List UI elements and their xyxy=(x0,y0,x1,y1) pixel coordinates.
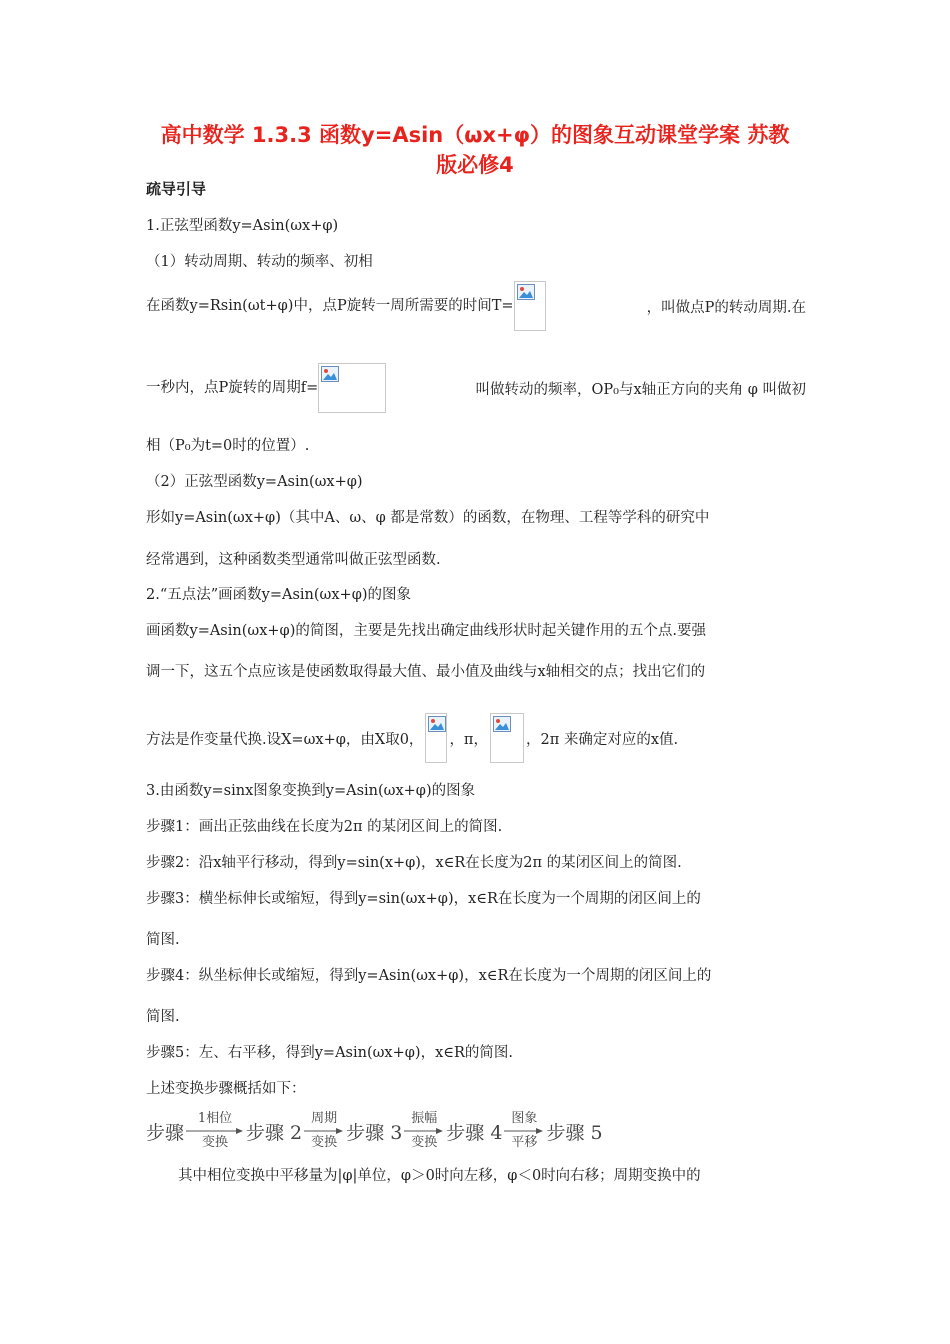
flow-arrow-2 xyxy=(304,1111,344,1151)
page-title xyxy=(120,120,830,180)
s1-para3: 相（P₀为t=0时的位置）. xyxy=(146,438,310,454)
s2-p3-b: ，π， xyxy=(449,731,488,748)
s1-heading: 1.正弦型函数y=Asin(ωx+φ) xyxy=(146,218,339,234)
s1-p2-post: 叫做转动的频率，OP₀与x轴正方向的夹角 φ 叫做初 xyxy=(475,381,806,398)
s3-step2: 步骤2：沿x轴平行移动，得到y=sin(x+φ)，x∈R在长度为2π 的某闭区间上的简图. xyxy=(146,855,682,871)
flow-arrow-3 xyxy=(404,1111,444,1151)
s2-heading: 2.“五点法”画函数y=Asin(ωx+φ)的图象 xyxy=(146,587,412,603)
flow-arrow-1-top: 1相位 xyxy=(197,1111,233,1126)
s2-p3-a: 方法是作变量代换.设X=ωx+φ，由X取0， xyxy=(146,731,424,748)
flow-arrow-2-bottom: 变换 xyxy=(311,1135,338,1150)
formula-image-placeholder xyxy=(425,713,447,763)
arrow-right-icon xyxy=(504,1127,544,1135)
s1-sub1: （1）转动周期、转动的频率、初相 xyxy=(146,254,373,270)
s2-para2: 调一下，这五个点应该是使函数取得最大值、最小值及曲线与x轴相交的点；找出它们的 xyxy=(146,664,706,680)
s1-p4-text: 形如y=Asin(ωx+φ)（其中A、ω、φ 都是常数）的函数，在物理、工程等学科的研究中 xyxy=(146,510,710,526)
s1-para2 xyxy=(146,362,806,414)
s2-p3-c: ，2π 来确定对应的x值. xyxy=(525,731,679,748)
s2-para3 xyxy=(146,712,678,764)
title-line-2: 版必修4 xyxy=(436,153,514,177)
flow-arrow-1-bottom: 变换 xyxy=(202,1135,229,1150)
arrow-right-icon xyxy=(186,1127,244,1135)
flow-arrow-4-top: 图象 xyxy=(511,1111,538,1126)
s3-step4-b: 简图. xyxy=(146,1009,180,1025)
s3-step3-a: 步骤3：横坐标伸长或缩短，得到y=sin(ωx+φ)，x∈R在长度为一个周期的闭区间上的 xyxy=(146,891,701,907)
s3-step3-b: 简图. xyxy=(146,932,180,948)
s1-p1-post: ，叫做点P的转动周期.在 xyxy=(646,299,806,316)
s1-para5: 经常遇到，这种函数类型通常叫做正弦型函数. xyxy=(146,552,441,568)
s3-last-para: 其中相位变换中平移量为|φ|单位，φ＞0时向左移，φ＜0时向右移；周期变换中的 xyxy=(178,1168,701,1184)
section-heading: 疏导引导 xyxy=(146,180,207,198)
transform-flow-diagram xyxy=(146,1104,603,1158)
broken-image-icon xyxy=(493,716,511,732)
formula-image-placeholder xyxy=(490,713,524,763)
flow-node-2: 步骤 2 xyxy=(246,1121,303,1144)
flow-arrow-3-top: 振幅 xyxy=(411,1111,438,1126)
s1-sub2: （2）正弦型函数y=Asin(ωx+φ) xyxy=(146,474,363,490)
s3-step4-a: 步骤4：纵坐标伸长或缩短，得到y=Asin(ωx+φ)，x∈R在长度为一个周期的闭区间上的 xyxy=(146,968,712,984)
s2-para1: 画函数y=Asin(ωx+φ)的简图，主要是先找出确定曲线形状时起关键作用的五个点.要强 xyxy=(146,623,706,639)
flow-node-5: 步骤 5 xyxy=(546,1121,603,1144)
s1-para1 xyxy=(146,280,806,332)
arrow-right-icon xyxy=(404,1127,444,1135)
flow-node-1: 步骤 xyxy=(146,1121,185,1144)
broken-image-icon xyxy=(321,366,339,382)
flow-arrow-1 xyxy=(186,1111,244,1151)
flow-arrow-2-top: 周期 xyxy=(311,1111,338,1126)
broken-image-icon xyxy=(517,284,535,300)
s3-step5: 步骤5：左、右平移，得到y=Asin(ωx+φ)，x∈R的简图. xyxy=(146,1045,514,1061)
formula-image-placeholder xyxy=(318,363,386,413)
formula-image-placeholder xyxy=(514,281,546,331)
title-line-1: 高中数学 1.3.3 函数y=Asin（ωx+φ）的图象互动课堂学案 苏教 xyxy=(160,123,790,147)
flow-node-3: 步骤 3 xyxy=(346,1121,403,1144)
flow-arrow-4-bottom: 平移 xyxy=(511,1135,538,1150)
flow-node-4: 步骤 4 xyxy=(446,1121,503,1144)
s3-heading: 3.由函数y=sinx图象变换到y=Asin(ωx+φ)的图象 xyxy=(146,783,476,799)
broken-image-icon xyxy=(428,716,446,732)
flow-arrow-3-bottom: 变换 xyxy=(411,1135,438,1150)
arrow-right-icon xyxy=(304,1127,344,1135)
flow-arrow-4 xyxy=(504,1111,544,1151)
s1-para4 xyxy=(146,506,806,527)
s3-summary: 上述变换步骤概括如下： xyxy=(146,1081,306,1097)
s3-step1: 步骤1：画出正弦曲线在长度为2π 的某闭区间上的简图. xyxy=(146,819,503,835)
s1-p1-pre: 在函数y=Rsin(ωt+φ)中，点P旋转一周所需要的时间T= xyxy=(146,298,514,314)
s1-p2-pre: 一秒内，点P旋转的周期f= xyxy=(146,380,319,396)
